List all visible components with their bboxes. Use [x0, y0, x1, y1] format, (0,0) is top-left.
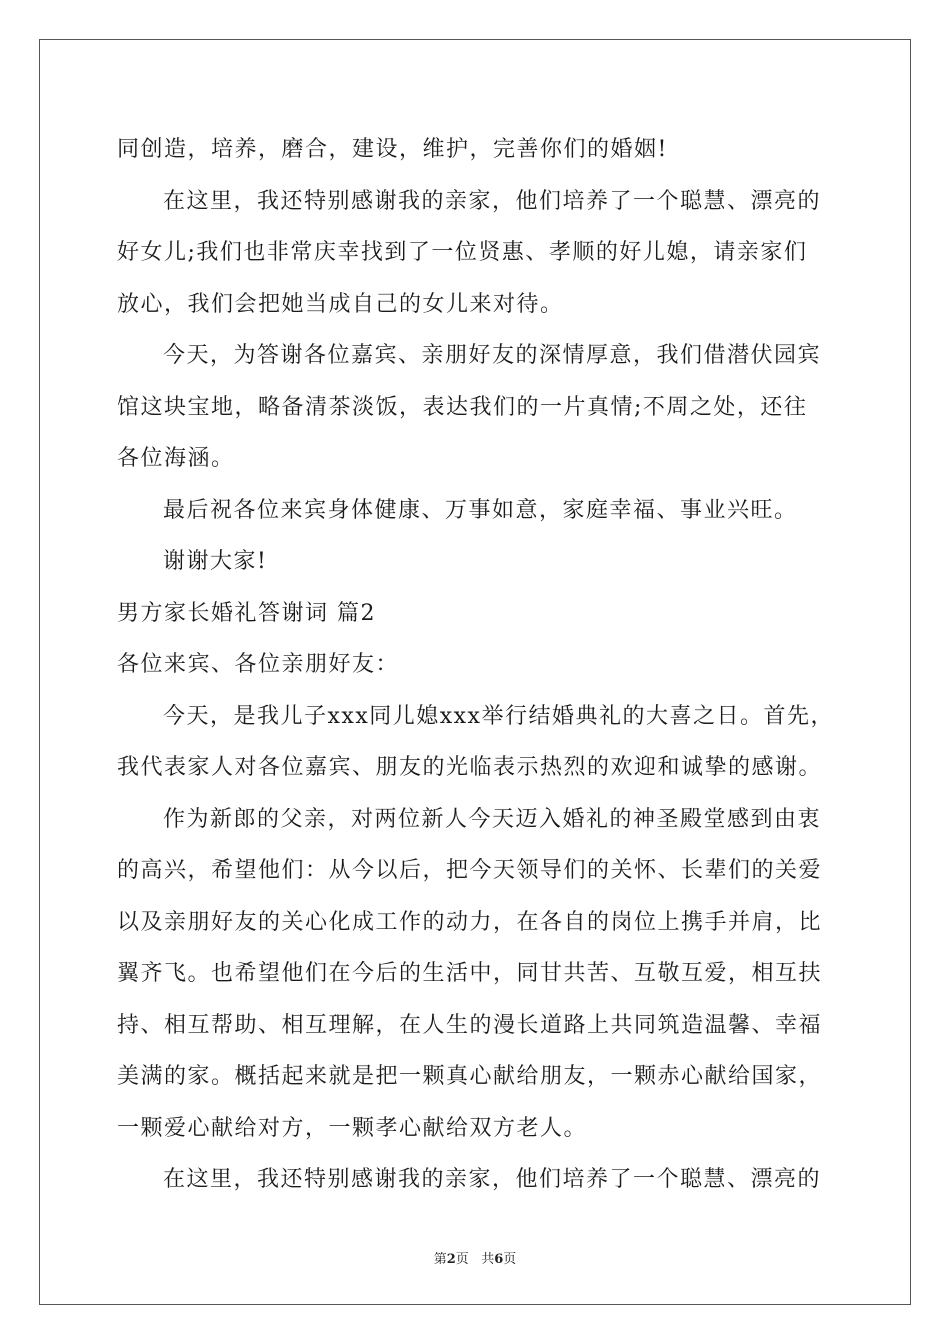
text-line: 持、相互帮助、相互理解，在人生的漫长道路上共同筑造温馨、幸福 [117, 1012, 823, 1038]
salutation: 各位来宾、各位亲朋好友： [117, 652, 400, 677]
text-line: 今天，是我儿子xxx同儿媳xxx举行结婚典礼的大喜之日。首先， [163, 703, 834, 729]
text-line: 谢谢大家! [163, 549, 268, 574]
total-pages: 6 [494, 1252, 504, 1267]
text-line: 各位海涵。 [117, 446, 235, 471]
text-line: 馆这块宝地，略备清茶淡饭，表达我们的一片真情;不周之处，还往 [117, 394, 808, 420]
text-line: 好女儿;我们也非常庆幸找到了一位贤惠、孝顺的好儿媳，请亲家们 [117, 240, 808, 265]
text-line: 翼齐飞。也希望他们在今后的生活中，同甘共苦、互敬互爱，相互扶 [117, 961, 823, 986]
page-footer [0, 1248, 950, 1267]
text-line: 美满的家。概括起来就是把一颗真心献给朋友，一颗赤心献给国家， [117, 1064, 823, 1089]
text-line: 一颗爱心献给对方，一颗孝心献给双方老人。 [117, 1115, 588, 1141]
text-line: 在这里，我还特别感谢我的亲家，他们培养了一个聪慧、漂亮的 [163, 188, 822, 214]
text-line: 的高兴，希望他们：从今以后，把今天领导们的关怀、长辈们的关爱 [117, 858, 823, 883]
page-prefix: 第 [433, 1252, 447, 1267]
text-line: 在这里，我还特别感谢我的亲家，他们培养了一个聪慧、漂亮的 [163, 1167, 822, 1192]
page-number: 2 [446, 1252, 456, 1267]
total-suffix: 页 [503, 1252, 517, 1267]
section-heading: 男方家长婚礼答谢词 篇2 [117, 600, 376, 626]
total-prefix: 共 [481, 1252, 495, 1267]
text-line: 最后祝各位来宾身体健康、万事如意，家庭幸福、事业兴旺。 [163, 497, 798, 523]
page-suffix: 页 [455, 1252, 469, 1267]
text-line: 以及亲朋好友的关心化成工作的动力，在各自的岗位上携手并肩，比 [117, 909, 823, 935]
text-line: 同创造，培养，磨合，建设，维护，完善你们的婚姻! [117, 137, 668, 162]
text-line: 放心，我们会把她当成自己的女儿来对待。 [117, 291, 564, 317]
document-body [117, 124, 857, 1206]
text-line: 我代表家人对各位嘉宾、朋友的光临表示热烈的欢迎和诚挚的感谢。 [117, 755, 823, 780]
text-line: 今天，为答谢各位嘉宾、亲朋好友的深情厚意，我们借潜伏园宾 [163, 343, 822, 368]
text-line: 作为新郎的父亲，对两位新人今天迈入婚礼的神圣殿堂感到由衷 [163, 806, 822, 832]
